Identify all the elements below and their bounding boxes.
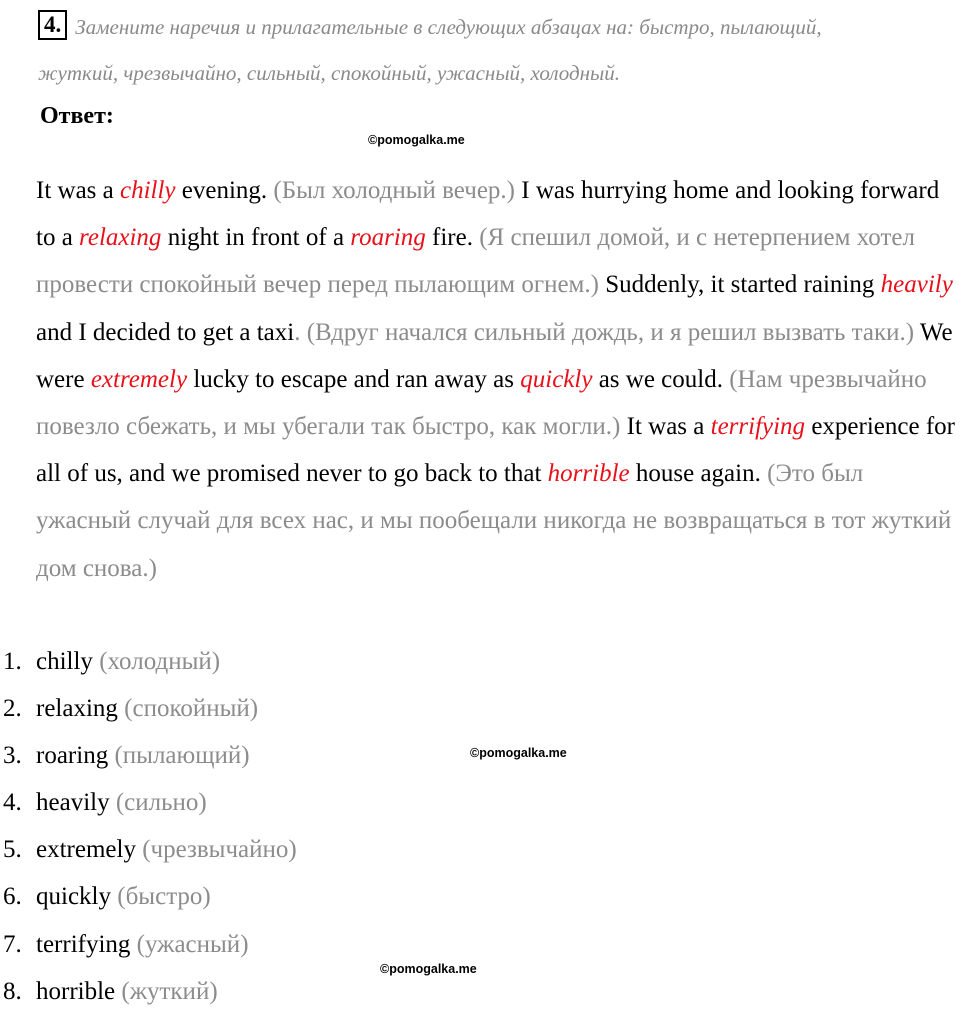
list-item-word: heavily [36, 789, 110, 817]
paragraph-text: evening. [175, 177, 274, 204]
list-item-translation: (пылающий) [114, 742, 250, 770]
paragraph-text: I was hurrying home and looking forward to a [36, 177, 940, 252]
list-item-translation: (спокойный) [124, 695, 259, 723]
paragraph-text: as we could. [592, 365, 730, 393]
task-instruction-line-1 [38, 4, 938, 50]
watermark-bottom: ©pomogalka.me [380, 962, 477, 976]
list-item-translation: (чрезвычайно) [142, 836, 297, 864]
highlighted-word: quickly [520, 365, 593, 393]
task-instruction-text-1: Замените наречия и прилагательные в следующих абзацах на: быстро, пылающий, [75, 15, 822, 39]
list-item-translation: (ужасный) [136, 930, 249, 958]
answer-label: Ответ: [40, 103, 114, 129]
translation-text: (Это был ужасный случай для всех нас, и мы пообещали никогда не возвращаться в тот жуткий дом снова.) [36, 460, 952, 582]
list-item-number: 3. [3, 742, 22, 770]
list-item-number: 8. [3, 977, 22, 1005]
highlighted-word: chilly [120, 177, 176, 204]
list-item-word: chilly [36, 648, 93, 675]
task-instruction [38, 4, 938, 96]
list-item-word: quickly [36, 883, 111, 911]
list-item [0, 779, 297, 826]
list-item-word: extremely [36, 836, 136, 864]
list-item-number: 6. [3, 883, 22, 911]
list-item [0, 638, 297, 685]
paragraph-text: Suddenly, it started raining [598, 271, 881, 299]
list-item [0, 921, 297, 968]
answer-paragraph [36, 167, 960, 592]
translation-text: (Был холодный вечер.) [273, 177, 515, 204]
paragraph-text: It was a [620, 413, 711, 441]
paragraph-text: fire. [425, 224, 480, 252]
list-item-number: 4. [3, 789, 22, 817]
list-item-number: 2. [3, 695, 22, 723]
task-instruction-line-2 [38, 50, 938, 96]
list-item [0, 873, 297, 920]
list-item-number: 1. [3, 648, 22, 675]
list-item [0, 826, 297, 873]
translation-text: . (Вдруг начался сильный дождь, и я решил вызвать таки.) [294, 318, 915, 346]
highlighted-word: terrifying [710, 413, 806, 441]
list-item-translation: (быстро) [117, 883, 211, 911]
highlighted-word: extremely [90, 365, 188, 393]
list-item-word: terrifying [36, 930, 131, 958]
paragraph-text: It was a [36, 177, 120, 204]
list-item-number: 7. [3, 930, 22, 958]
translation-text: (Нам чрезвычайно повезло сбежать, и мы убегали так быстро, как могли.) [36, 365, 927, 441]
list-item [0, 968, 297, 1015]
answer-list [0, 638, 297, 1015]
highlighted-word: heavily [880, 271, 953, 299]
list-item [0, 732, 297, 779]
paragraph-text: night in front of a [161, 224, 351, 252]
paragraph-text: We were [36, 318, 953, 393]
highlighted-word: roaring [350, 224, 426, 252]
list-item-translation: (сильно) [115, 789, 207, 817]
list-item-translation: (холодный) [99, 648, 221, 675]
watermark-top: ©pomogalka.me [368, 133, 465, 147]
highlighted-word: relaxing [79, 224, 162, 252]
highlighted-word: horrible [547, 460, 630, 488]
paragraph-text: experience for all of us, and we promised never to go back to that [36, 413, 955, 488]
watermark-middle: ©pomogalka.me [470, 746, 567, 760]
list-item [0, 685, 297, 732]
paragraph-text: house again. [629, 460, 768, 488]
list-item-word: horrible [36, 977, 116, 1005]
paragraph-text: and I decided to get a taxi [36, 318, 295, 346]
translation-text: (Я спешил домой, и с нетерпением хотел провести спокойный вечер перед пылающим огнем.) [36, 224, 915, 299]
list-item-word: relaxing [36, 695, 118, 723]
task-instruction-text-2: жуткий, чрезвычайно, сильный, спокойный, ужасный, холодный. [38, 61, 620, 85]
list-item-translation: (жуткий) [121, 977, 218, 1005]
list-item-word: roaring [36, 742, 109, 770]
task-number: 4. [38, 10, 67, 40]
list-item-number: 5. [3, 836, 22, 864]
paragraph-text: lucky to escape and ran away as [187, 365, 521, 393]
